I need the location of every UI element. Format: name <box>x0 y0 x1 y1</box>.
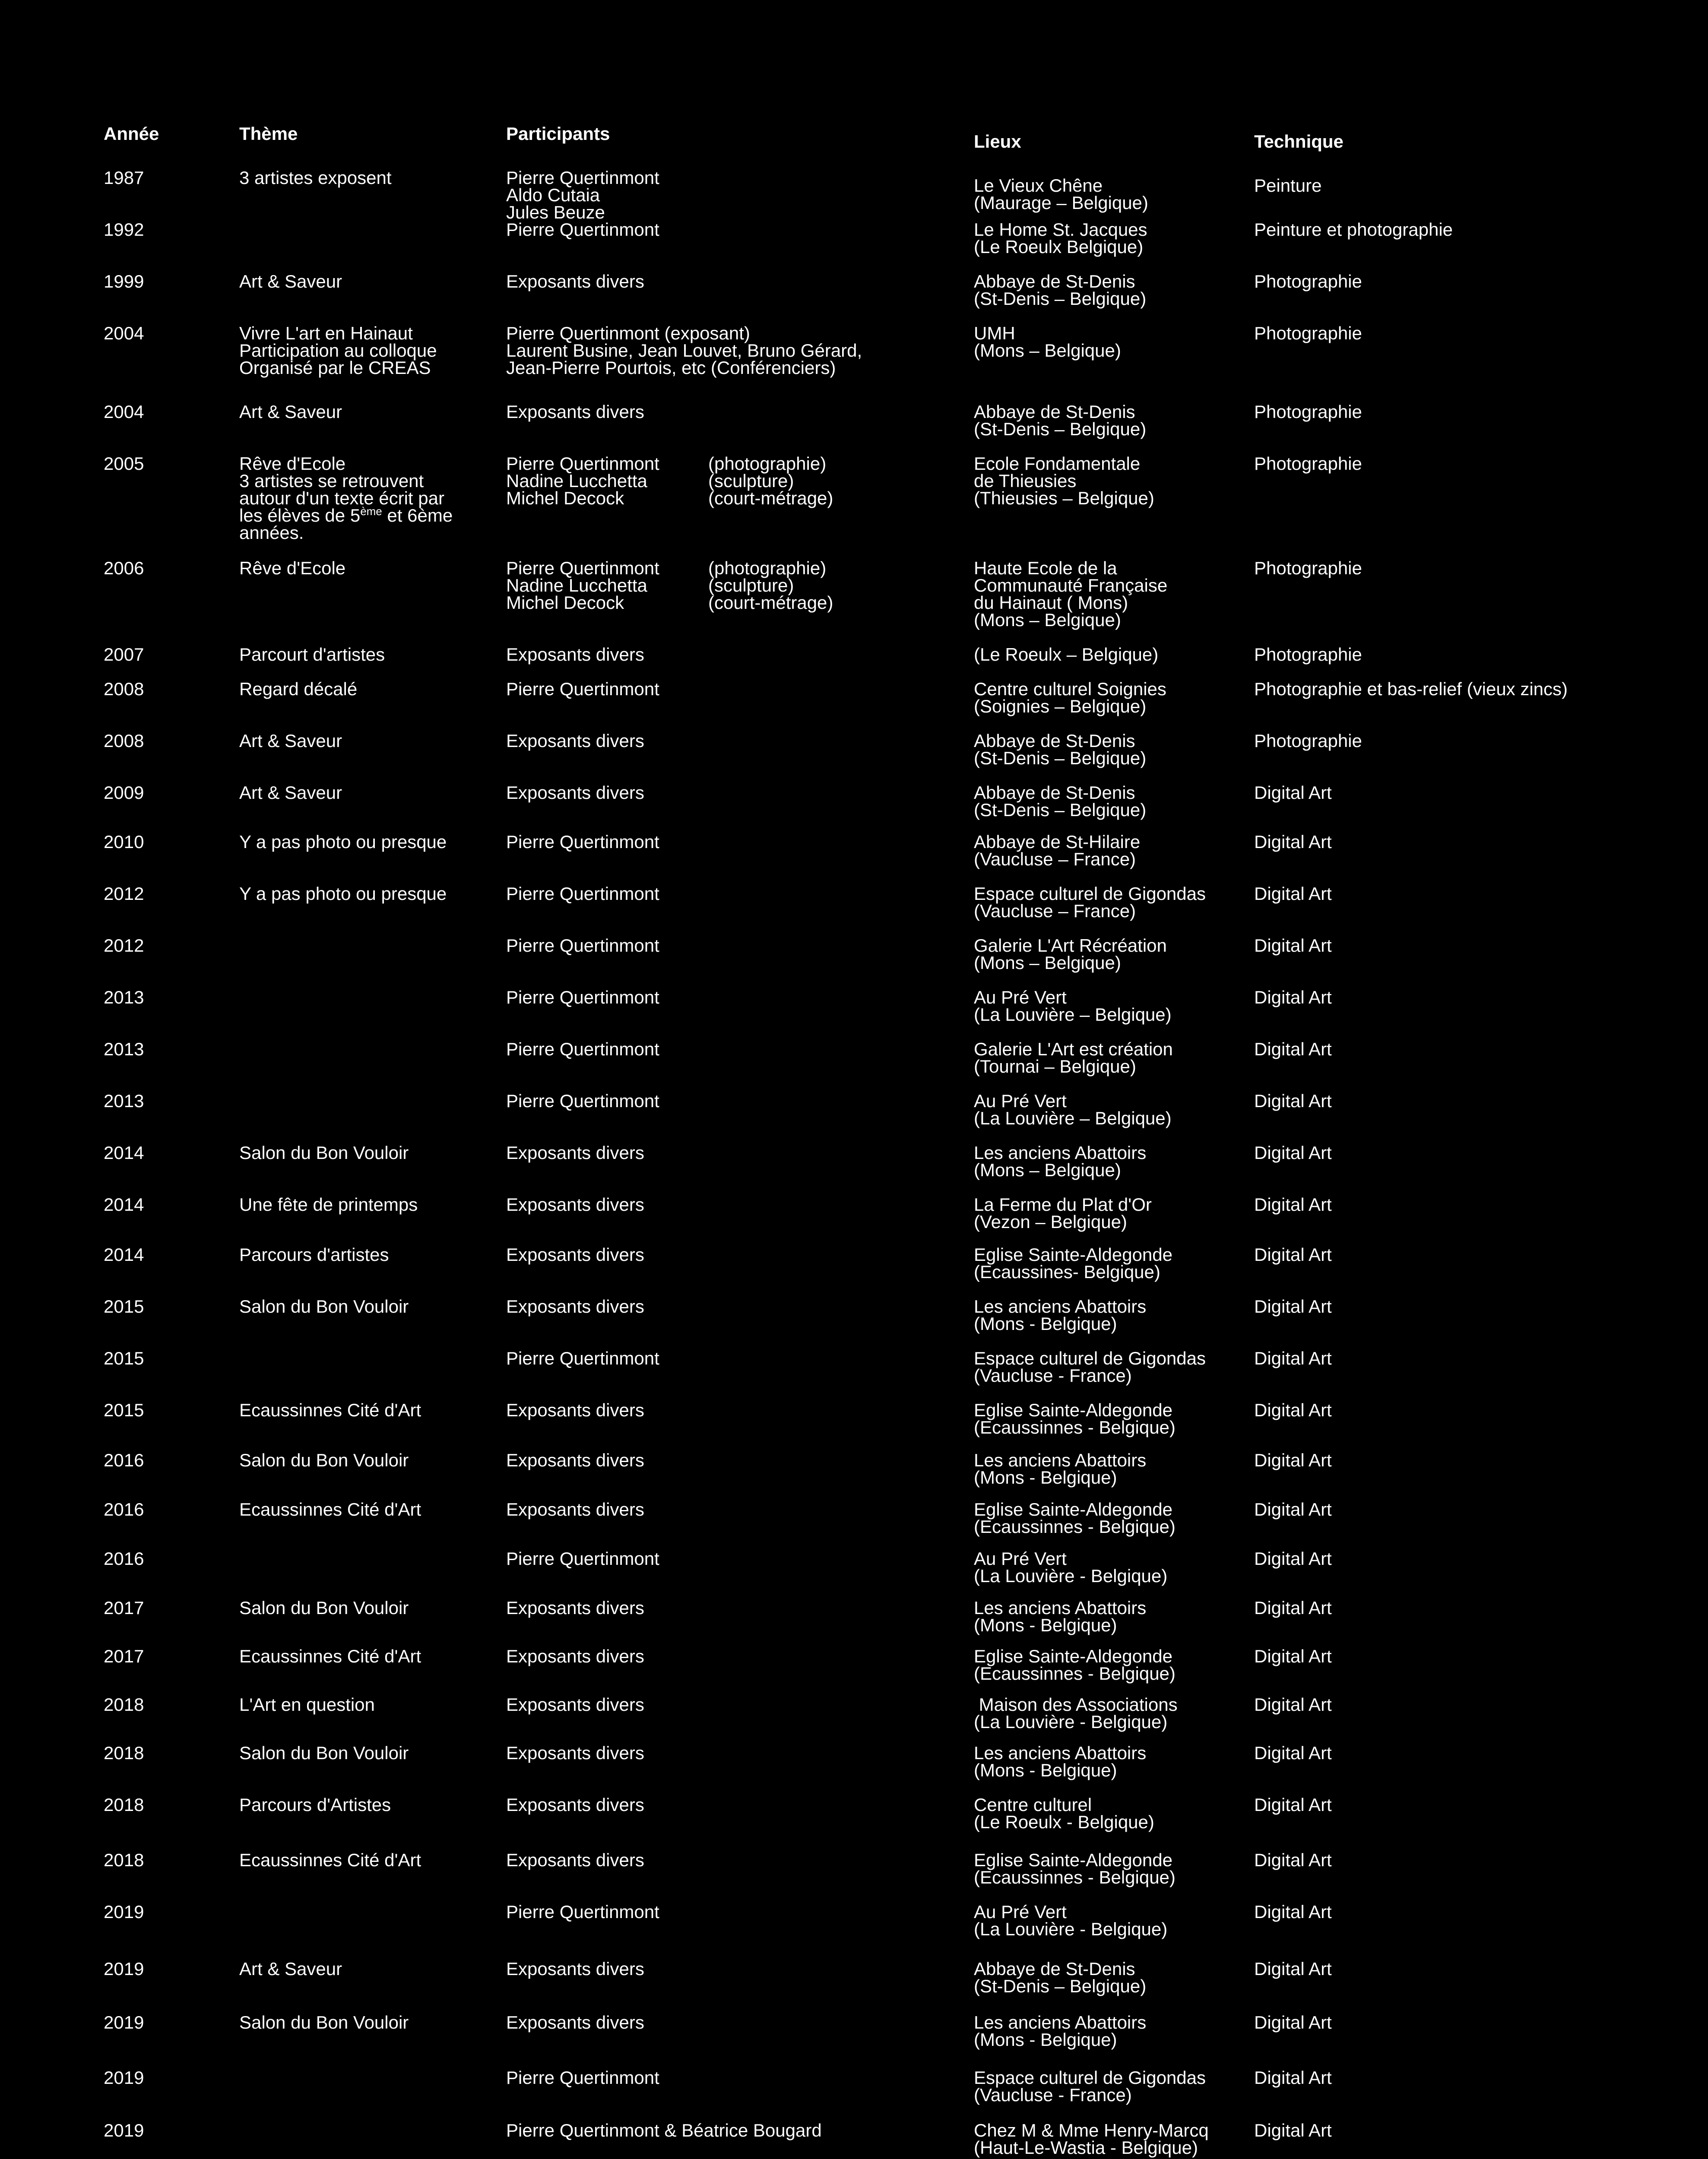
technique-cell: Digital Art <box>1254 1499 1332 1520</box>
technique-cell: Photographie <box>1254 558 1362 578</box>
participants-cell: Exposants divers <box>506 1743 644 1763</box>
place-cell: Abbaye de St-Hilaire (Vaucluse – France) <box>974 832 1141 869</box>
place-cell: Espace culturel de Gigondas (Vaucluse – France) <box>974 883 1206 921</box>
participants-cell: Pierre Quertinmont <box>506 987 659 1007</box>
year-cell: 2019 <box>104 1959 144 1979</box>
theme-cell: Art & Saveur <box>239 1959 342 1979</box>
theme-cell: Salon du Bon Vouloir <box>239 1450 409 1470</box>
year-cell: 2016 <box>104 1548 144 1569</box>
theme-cell: Art & Saveur <box>239 402 342 422</box>
place-cell: Les anciens Abattoirs (Mons - Belgique) <box>974 1743 1147 1780</box>
place-cell: Eglise Sainte-Aldegonde (Ecaussinnes - Belgique) <box>974 1850 1176 1887</box>
participants-cell: Exposants divers <box>506 1296 644 1317</box>
technique-cell: Peinture <box>1254 175 1322 196</box>
year-cell: 2019 <box>104 2120 144 2140</box>
technique-cell: Digital Art <box>1254 1902 1332 1922</box>
year-cell: 2014 <box>104 1244 144 1265</box>
technique-cell: Photographie <box>1254 731 1362 751</box>
participants-cell: Pierre Quertinmont <box>506 1039 659 1059</box>
theme-cell: Art & Saveur <box>239 782 342 803</box>
theme-cell: Ecaussinnes Cité d'Art <box>239 1646 421 1666</box>
technique-cell: Peinture et photographie <box>1254 219 1453 240</box>
participants-cell: Exposants divers <box>506 1400 644 1420</box>
theme-cell: Art & Saveur <box>239 731 342 751</box>
technique-cell: Digital Art <box>1254 1450 1332 1470</box>
participants-cell: Exposants divers <box>506 1244 644 1265</box>
participants-cell: Exposants divers <box>506 644 644 665</box>
theme-cell: Salon du Bon Vouloir <box>239 1598 409 1618</box>
technique-cell: Digital Art <box>1254 1598 1332 1618</box>
year-cell: 2017 <box>104 1598 144 1618</box>
superscript: ème <box>360 505 382 518</box>
participants-cell: Exposants divers <box>506 1143 644 1163</box>
place-cell: Espace culturel de Gigondas (Vaucluse - France) <box>974 2067 1206 2105</box>
theme-line: Rêve d'Ecole <box>239 453 346 474</box>
place-cell: Les anciens Abattoirs (Mons – Belgique) <box>974 1143 1147 1180</box>
technique-cell: Digital Art <box>1254 1743 1332 1763</box>
technique-cell: Digital Art <box>1254 1244 1332 1265</box>
year-cell: 2014 <box>104 1143 144 1163</box>
place-cell: Abbaye de St-Denis (St-Denis – Belgique) <box>974 402 1147 439</box>
theme-cell: Rêve d'Ecole <box>239 558 346 578</box>
place-cell: Les anciens Abattoirs (Mons - Belgique) <box>974 1450 1147 1488</box>
year-cell: 2019 <box>104 2012 144 2032</box>
year-cell: 2015 <box>104 1400 144 1420</box>
technique-cell: Digital Art <box>1254 1400 1332 1420</box>
theme-cell: Salon du Bon Vouloir <box>239 2012 409 2032</box>
place-cell: Chez M & Mme Henry-Marcq (Haut-Le-Wastia - Belgique) <box>974 2120 1209 2158</box>
participants-cell: Exposants divers <box>506 2012 644 2032</box>
participants-cell: Exposants divers <box>506 731 644 751</box>
technique-cell: Digital Art <box>1254 1039 1332 1059</box>
technique-cell: Digital Art <box>1254 2012 1332 2032</box>
year-cell: 2012 <box>104 935 144 956</box>
theme-cell: Salon du Bon Vouloir <box>239 1743 409 1763</box>
participants-cell: Pierre Quertinmont & Béatrice Bougard <box>506 2120 822 2140</box>
technique-cell: Digital Art <box>1254 1194 1332 1215</box>
participants-cell: Exposants divers <box>506 1795 644 1815</box>
theme-cell: Parcourt d'artistes <box>239 644 385 665</box>
place-cell: (Le Roeulx – Belgique) <box>974 644 1159 665</box>
place-cell: Au Pré Vert (La Louvière – Belgique) <box>974 1091 1172 1128</box>
place-cell: Ecole Fondamentale de Thieusies (Thieusies – Belgique) <box>974 453 1154 508</box>
technique-cell: Photographie <box>1254 453 1362 474</box>
participants-cell: Pierre Quertinmont <box>506 2067 659 2088</box>
year-cell: 2013 <box>104 1091 144 1111</box>
technique-cell: Digital Art <box>1254 935 1332 956</box>
participants-cell: Exposants divers <box>506 271 644 291</box>
place-cell: Abbaye de St-Denis (St-Denis – Belgique) <box>974 731 1147 768</box>
participant-roles-cell: (photographie) (sculpture) (court-métrage) <box>708 558 833 613</box>
technique-cell: Digital Art <box>1254 1959 1332 1979</box>
technique-cell: Digital Art <box>1254 782 1332 803</box>
technique-cell: Digital Art <box>1254 987 1332 1007</box>
participants-cell: Pierre Quertinmont <box>506 679 659 699</box>
theme-cell: Y a pas photo ou presque <box>239 883 447 904</box>
place-cell: Eglise Sainte-Aldegonde (Ecaussines- Belgique) <box>974 1244 1172 1282</box>
year-cell: 2016 <box>104 1499 144 1520</box>
participants-cell: Pierre Quertinmont <box>506 1091 659 1111</box>
theme-cell: Une fête de printemps <box>239 1194 418 1215</box>
theme-cell: Vivre L'art en Hainaut Participation au colloque Organisé par le CREAS <box>239 323 437 378</box>
place-cell: Eglise Sainte-Aldegonde (Ecaussinnes - Belgique) <box>974 1400 1176 1437</box>
header-theme: Thème <box>239 123 298 144</box>
technique-cell: Digital Art <box>1254 883 1332 904</box>
technique-cell: Digital Art <box>1254 1646 1332 1666</box>
place-cell: Maison des Associations (La Louvière - Belgique) <box>974 1694 1178 1732</box>
participants-cell: Pierre Quertinmont Nadine Lucchetta Michel Decock <box>506 558 659 613</box>
year-cell: 1992 <box>104 219 144 240</box>
header-places: Lieux <box>974 131 1021 152</box>
theme-line: les élèves de 5 <box>239 505 361 526</box>
participants-cell: Exposants divers <box>506 1646 644 1666</box>
theme-cell <box>239 455 453 541</box>
year-cell: 2018 <box>104 1795 144 1815</box>
year-cell: 2019 <box>104 2067 144 2088</box>
place-cell: Les anciens Abattoirs (Mons - Belgique) <box>974 1296 1147 1334</box>
place-cell: Eglise Sainte-Aldegonde (Ecaussinnes - Belgique) <box>974 1499 1176 1537</box>
year-cell: 2018 <box>104 1850 144 1870</box>
theme-cell: L'Art en question <box>239 1694 375 1715</box>
participants-cell: Exposants divers <box>506 1194 644 1215</box>
participant-roles-cell: (photographie) (sculpture) (court-métrage) <box>708 453 833 508</box>
technique-cell: Digital Art <box>1254 2120 1332 2140</box>
place-cell: Centre culturel Soignies (Soignies – Belgique) <box>974 679 1166 716</box>
participants-cell: Pierre Quertinmont <box>506 1902 659 1922</box>
year-cell: 2015 <box>104 1296 144 1317</box>
year-cell: 2004 <box>104 402 144 422</box>
year-cell: 1987 <box>104 168 144 188</box>
place-cell: Galerie L'Art est création (Tournai – Belgique) <box>974 1039 1173 1076</box>
year-cell: 2018 <box>104 1743 144 1763</box>
participants-cell: Exposants divers <box>506 1450 644 1470</box>
place-cell: Haute Ecole de la Communauté Française du Hainaut ( Mons) (Mons – Belgique) <box>974 558 1168 630</box>
header-year: Année <box>104 123 159 144</box>
participants-cell: Pierre Quertinmont <box>506 935 659 956</box>
year-cell: 2018 <box>104 1694 144 1715</box>
theme-cell: Salon du Bon Vouloir <box>239 1296 409 1317</box>
theme-line: autour d'un texte écrit par <box>239 488 444 508</box>
participants-cell: Exposants divers <box>506 782 644 803</box>
technique-cell: Digital Art <box>1254 1850 1332 1870</box>
place-cell: Abbaye de St-Denis (St-Denis – Belgique) <box>974 271 1147 309</box>
theme-cell: Salon du Bon Vouloir <box>239 1143 409 1163</box>
participants-cell: Exposants divers <box>506 1959 644 1979</box>
year-cell: 2019 <box>104 1902 144 1922</box>
header-participants: Participants <box>506 123 610 144</box>
technique-cell: Photographie <box>1254 402 1362 422</box>
year-cell: 2012 <box>104 883 144 904</box>
participants-cell: Pierre Quertinmont <box>506 832 659 852</box>
year-cell: 2010 <box>104 832 144 852</box>
participants-cell: Exposants divers <box>506 1499 644 1520</box>
year-cell: 2006 <box>104 558 144 578</box>
technique-cell: Digital Art <box>1254 832 1332 852</box>
theme-line: années. <box>239 522 304 543</box>
place-cell: Au Pré Vert (La Louvière - Belgique) <box>974 1548 1168 1586</box>
participants-cell: Exposants divers <box>506 1694 644 1715</box>
technique-cell: Photographie <box>1254 323 1362 343</box>
participants-cell: Pierre Quertinmont <box>506 883 659 904</box>
theme-cell: Ecaussinnes Cité d'Art <box>239 1499 421 1520</box>
year-cell: 2014 <box>104 1194 144 1215</box>
place-cell: La Ferme du Plat d'Or (Vezon – Belgique) <box>974 1194 1152 1232</box>
header-technique: Technique <box>1254 131 1344 152</box>
theme-cell: Regard décalé <box>239 679 358 699</box>
technique-cell: Digital Art <box>1254 2067 1332 2088</box>
place-cell: Eglise Sainte-Aldegonde (Ecaussinnes - Belgique) <box>974 1646 1176 1684</box>
participants-cell: Pierre Quertinmont Aldo Cutaia Jules Beuze <box>506 168 659 222</box>
technique-cell: Digital Art <box>1254 1348 1332 1368</box>
year-cell: 2004 <box>104 323 144 343</box>
technique-cell: Digital Art <box>1254 1143 1332 1163</box>
theme-cell: 3 artistes exposent <box>239 168 392 188</box>
place-cell: UMH (Mons – Belgique) <box>974 323 1121 361</box>
place-cell: Au Pré Vert (La Louvière - Belgique) <box>974 1902 1168 1939</box>
participants-cell: Exposants divers <box>506 1598 644 1618</box>
theme-cell: Ecaussinnes Cité d'Art <box>239 1400 421 1420</box>
theme-line: et 6ème <box>382 505 453 526</box>
year-cell: 2013 <box>104 987 144 1007</box>
year-cell: 1999 <box>104 271 144 291</box>
place-cell: Les anciens Abattoirs (Mons - Belgique) <box>974 2012 1147 2050</box>
place-cell: Abbaye de St-Denis (St-Denis – Belgique) <box>974 782 1147 820</box>
theme-cell: Parcours d'Artistes <box>239 1795 391 1815</box>
technique-cell: Digital Art <box>1254 1548 1332 1569</box>
theme-cell: Ecaussinnes Cité d'Art <box>239 1850 421 1870</box>
participants-cell: Exposants divers <box>506 402 644 422</box>
place-cell: Les anciens Abattoirs (Mons - Belgique) <box>974 1598 1147 1635</box>
participants-cell: Pierre Quertinmont <box>506 1548 659 1569</box>
place-cell: Au Pré Vert (La Louvière – Belgique) <box>974 987 1172 1025</box>
technique-cell: Digital Art <box>1254 1296 1332 1317</box>
year-cell: 2013 <box>104 1039 144 1059</box>
year-cell: 2008 <box>104 731 144 751</box>
participants-cell: Pierre Quertinmont <box>506 1348 659 1368</box>
technique-cell: Digital Art <box>1254 1091 1332 1111</box>
technique-cell: Photographie <box>1254 271 1362 291</box>
participants-cell: Pierre Quertinmont (exposant) Laurent Busine, Jean Louvet, Bruno Gérard, Jean-Pierre Pourtois, etc (Conférenciers) <box>506 323 862 378</box>
theme-cell: Y a pas photo ou presque <box>239 832 447 852</box>
place-cell: Le Home St. Jacques (Le Roeulx Belgique) <box>974 219 1147 257</box>
place-cell: Abbaye de St-Denis (St-Denis – Belgique) <box>974 1959 1147 1996</box>
year-cell: 2008 <box>104 679 144 699</box>
theme-cell: Art & Saveur <box>239 271 342 291</box>
year-cell: 2017 <box>104 1646 144 1666</box>
year-cell: 2005 <box>104 453 144 474</box>
participants-cell: Pierre Quertinmont <box>506 219 659 240</box>
year-cell: 2009 <box>104 782 144 803</box>
technique-cell: Photographie et bas-relief (vieux zincs) <box>1254 679 1568 699</box>
year-cell: 2007 <box>104 644 144 665</box>
place-cell: Galerie L'Art Récréation (Mons – Belgique) <box>974 935 1167 973</box>
technique-cell: Digital Art <box>1254 1694 1332 1715</box>
technique-cell: Photographie <box>1254 644 1362 665</box>
theme-cell: Parcours d'artistes <box>239 1244 389 1265</box>
place-cell: Centre culturel (Le Roeulx - Belgique) <box>974 1795 1154 1832</box>
place-cell: Espace culturel de Gigondas (Vaucluse - France) <box>974 1348 1206 1386</box>
place-cell: Le Vieux Chêne (Maurage – Belgique) <box>974 175 1148 213</box>
technique-cell: Digital Art <box>1254 1795 1332 1815</box>
participants-cell: Pierre Quertinmont Nadine Lucchetta Michel Decock <box>506 453 659 508</box>
theme-line: 3 artistes se retrouvent <box>239 471 424 491</box>
year-cell: 2015 <box>104 1348 144 1368</box>
year-cell: 2016 <box>104 1450 144 1470</box>
participants-cell: Exposants divers <box>506 1850 644 1870</box>
